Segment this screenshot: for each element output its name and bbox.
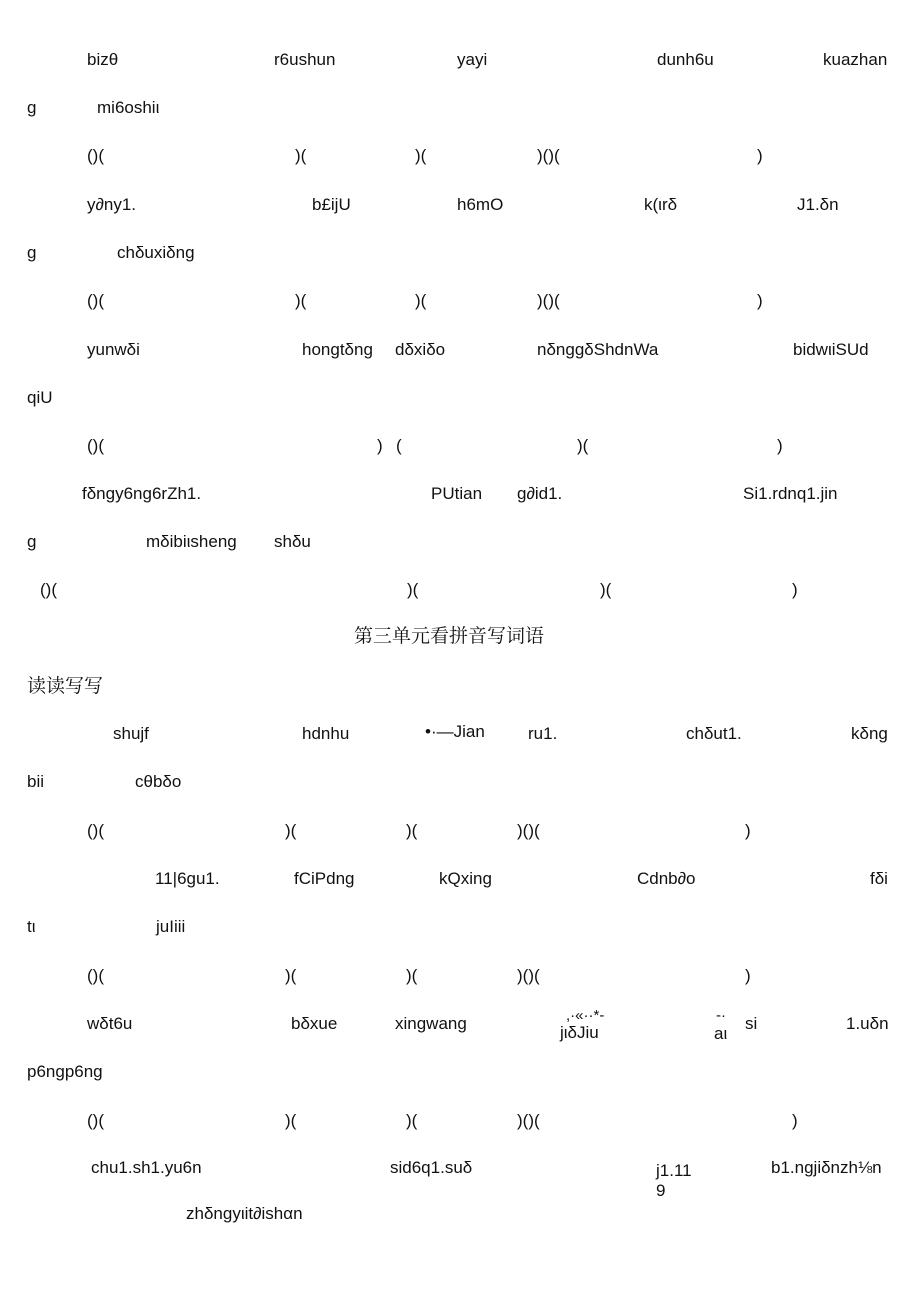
pinyin-word: hongtδng bbox=[302, 340, 373, 359]
pinyin-word: dunh6u bbox=[657, 50, 714, 69]
answer-bracket[interactable]: )( bbox=[415, 146, 427, 165]
answer-bracket[interactable]: )()( bbox=[517, 821, 540, 840]
pinyin-word: bδxue bbox=[291, 1014, 338, 1033]
section-heading: 第三单元看拼音写词语 bbox=[354, 625, 545, 647]
pinyin-word: -· bbox=[716, 1007, 726, 1024]
pinyin-word: y∂ny1. bbox=[87, 195, 137, 214]
pinyin-word: wδt6u bbox=[87, 1014, 133, 1033]
section-subheading: 读读写写 bbox=[27, 675, 104, 697]
pinyin-word: fδi bbox=[870, 869, 888, 888]
pinyin-word: b£ijU bbox=[312, 195, 351, 214]
pinyin-word: xingwang bbox=[395, 1014, 467, 1033]
answer-bracket[interactable]: ) bbox=[792, 580, 798, 599]
pinyin-word: kQxing bbox=[439, 869, 492, 888]
answer-bracket[interactable]: )( bbox=[415, 291, 427, 310]
pinyin-word: Si1.rdnq1.jin bbox=[743, 484, 838, 503]
answer-bracket[interactable]: )()( bbox=[517, 1111, 540, 1130]
pinyin-word: hdnhu bbox=[302, 724, 350, 743]
pinyin-word: j1.11 bbox=[656, 1161, 692, 1180]
answer-bracket[interactable]: ) bbox=[757, 291, 763, 310]
pinyin-word: mi6oshiι bbox=[97, 98, 160, 117]
pinyin-word: nδnggδShdnWa bbox=[537, 340, 659, 359]
answer-bracket[interactable]: ) bbox=[745, 966, 751, 985]
answer-bracket[interactable]: )( bbox=[577, 436, 589, 455]
answer-bracket[interactable]: ()( bbox=[87, 1111, 104, 1130]
answer-bracket[interactable]: ()( bbox=[87, 146, 104, 165]
answer-bracket[interactable]: )( bbox=[406, 821, 418, 840]
pinyin-word: g bbox=[27, 98, 37, 117]
answer-bracket[interactable]: )( bbox=[407, 580, 419, 599]
answer-bracket[interactable]: )( bbox=[406, 966, 418, 985]
pinyin-word: b1.ngjiδnzh⅛n bbox=[771, 1158, 882, 1177]
answer-bracket[interactable]: )( bbox=[295, 291, 307, 310]
pinyin-word: bii bbox=[27, 772, 45, 791]
answer-bracket[interactable]: ) bbox=[777, 436, 783, 455]
pinyin-word: shujf bbox=[113, 724, 149, 743]
answer-bracket[interactable]: ()( bbox=[40, 580, 57, 599]
pinyin-word: 11|6gu1. bbox=[155, 869, 220, 888]
pinyin-word: PUtian bbox=[431, 484, 483, 503]
pinyin-word: si bbox=[745, 1014, 758, 1033]
pinyin-word: r6ushun bbox=[274, 50, 336, 69]
answer-bracket[interactable]: )()( bbox=[537, 146, 560, 165]
answer-bracket[interactable]: ) bbox=[792, 1111, 798, 1130]
answer-bracket[interactable]: )( bbox=[406, 1111, 418, 1130]
pinyin-word: ru1. bbox=[528, 724, 558, 743]
pinyin-word: tι bbox=[27, 917, 36, 936]
pinyin-word: mδibiιsheng bbox=[146, 532, 237, 551]
answer-bracket[interactable]: ()( bbox=[87, 436, 104, 455]
pinyin-word: bizθ bbox=[87, 50, 119, 69]
answer-bracket[interactable]: ) bbox=[757, 146, 763, 165]
pinyin-word: chδut1. bbox=[686, 724, 742, 743]
pinyin-word: sid6q1.suδ bbox=[390, 1158, 473, 1177]
answer-bracket[interactable]: ) bbox=[377, 436, 383, 455]
answer-bracket[interactable]: ( bbox=[396, 436, 402, 455]
pinyin-word: g∂id1. bbox=[517, 484, 563, 503]
pinyin-word: g bbox=[27, 532, 37, 551]
answer-bracket[interactable]: ()( bbox=[87, 966, 104, 985]
pinyin-word: shδu bbox=[274, 532, 311, 551]
answer-bracket[interactable]: )()( bbox=[517, 966, 540, 985]
pinyin-word: yayi bbox=[457, 50, 488, 69]
answer-bracket[interactable]: )( bbox=[295, 146, 307, 165]
answer-bracket[interactable]: ()( bbox=[87, 291, 104, 310]
pinyin-word: p6ngp6ng bbox=[27, 1062, 103, 1081]
pinyin-word: dδxiδo bbox=[395, 340, 446, 359]
pinyin-word: aι bbox=[714, 1024, 728, 1043]
pinyin-word: kuazhan bbox=[823, 50, 888, 69]
pinyin-word: 9 bbox=[656, 1181, 666, 1200]
answer-bracket[interactable]: )( bbox=[285, 821, 297, 840]
pinyin-word: chδuxiδng bbox=[117, 243, 195, 262]
pinyin-word: juIiii bbox=[156, 917, 186, 936]
answer-bracket[interactable]: )()( bbox=[537, 291, 560, 310]
pinyin-word: kδng bbox=[851, 724, 888, 743]
answer-bracket[interactable]: ()( bbox=[87, 821, 104, 840]
pinyin-word: bidwιiSUd bbox=[793, 340, 869, 359]
pinyin-word: jιδJiu bbox=[560, 1023, 599, 1042]
pinyin-word: ,·«··*- bbox=[566, 1007, 605, 1024]
pinyin-word: fCiPdng bbox=[294, 869, 355, 888]
pinyin-word: J1.δn bbox=[797, 195, 839, 214]
answer-bracket[interactable]: )( bbox=[285, 966, 297, 985]
pinyin-word: zhδngyιit∂ishαn bbox=[186, 1204, 303, 1223]
pinyin-word: yunwδi bbox=[87, 340, 140, 359]
answer-bracket[interactable]: )( bbox=[600, 580, 612, 599]
answer-bracket[interactable]: ) bbox=[745, 821, 751, 840]
pinyin-word: cθbδo bbox=[135, 772, 182, 791]
pinyin-word: chu1.sh1.yu6n bbox=[91, 1158, 202, 1177]
pinyin-word: 1.uδn bbox=[846, 1014, 889, 1033]
pinyin-word: h6mO bbox=[457, 195, 504, 214]
pinyin-word: Cdnb∂o bbox=[637, 869, 696, 888]
answer-bracket[interactable]: )( bbox=[285, 1111, 297, 1130]
pinyin-word: g bbox=[27, 243, 37, 262]
pinyin-word: qiU bbox=[27, 388, 53, 407]
pinyin-word: •·—Jian bbox=[425, 722, 485, 741]
pinyin-word: k(ιrδ bbox=[644, 195, 678, 214]
pinyin-word: fδngy6ng6rZh1. bbox=[82, 484, 202, 503]
